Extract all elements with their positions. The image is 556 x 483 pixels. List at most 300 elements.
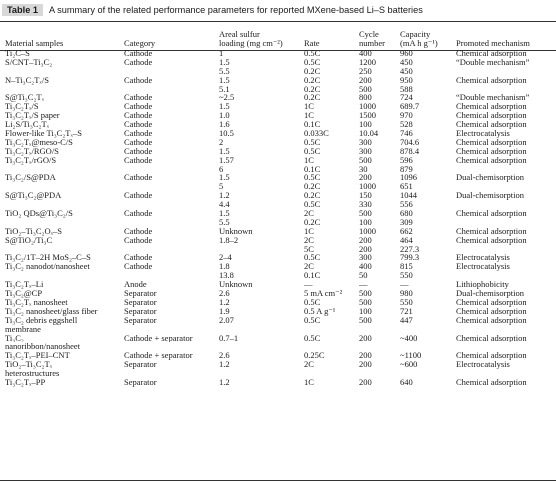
cell-mechanism: Dual-chemisorption [456, 191, 524, 201]
table-row [5, 236, 556, 245]
cell-loading: 10.5 [219, 129, 234, 138]
cell-loading: 1.5 [219, 209, 230, 218]
table-row [5, 209, 556, 218]
cell-cycle: 1500 [359, 111, 376, 121]
cell-rate: 5 mA cm⁻² [304, 289, 343, 298]
cell-capacity: 980 [400, 289, 413, 298]
cell-capacity [400, 369, 456, 378]
cell-material: Ti₃C₂Tₓ/S [5, 102, 39, 112]
table-row [5, 289, 556, 298]
table-row [5, 120, 556, 129]
cell-cycle: 500 [359, 84, 372, 94]
cell-category [124, 200, 219, 209]
cell-category: Separator [124, 289, 157, 298]
cell-loading: 1.5 [219, 102, 230, 112]
cell-loading: 1.6 [219, 120, 230, 130]
cell-cycle: 250 [359, 66, 372, 76]
cell-rate: 1C [304, 111, 314, 121]
cell-mechanism: Chemical adsorption [456, 377, 527, 387]
table-row [5, 200, 556, 209]
cell-mechanism: Chemical adsorption [456, 209, 527, 218]
cell-material: Flower-like Ti₃C₂Tₓ–S [5, 129, 82, 138]
cell-category: Cathode [124, 173, 153, 183]
cell-material: TiO₂–Ti₃C₂Tₓ [5, 360, 53, 370]
table-row [5, 378, 556, 387]
cell-material: Ti₃C₂Tₓ–PP [5, 377, 46, 387]
cell-rate: 1C [304, 102, 314, 112]
cell-category: Cathode [124, 155, 153, 165]
cell-mechanism: Lithiophobicity [456, 280, 509, 290]
cell-rate: 2C [304, 209, 314, 218]
cell-cycle: 200 [359, 377, 372, 387]
cell-cycle: 150 [359, 191, 372, 201]
cell-cycle: 100 [359, 217, 372, 227]
cell-mechanism: Electrocatalysis [456, 360, 510, 370]
cell-loading: 5 [219, 182, 224, 192]
cell-category: Cathode [124, 235, 153, 245]
cell-category: Cathode [124, 209, 153, 218]
cell-material: Li₂S/Ti₃C₂Tₓ [5, 120, 50, 130]
cell-mechanism: Chemical adsorption [456, 146, 527, 156]
table-row [5, 360, 556, 369]
cell-category: Separator [124, 360, 157, 370]
cell-rate: 0.5 A g⁻¹ [304, 306, 336, 316]
cell-capacity: 799.3 [400, 253, 420, 263]
cell-capacity: 528 [400, 120, 413, 130]
cell-material [5, 85, 124, 94]
cell-category [124, 85, 219, 94]
cell-cycle [359, 369, 400, 378]
cell-cycle: 500 [359, 155, 372, 165]
table-row [5, 342, 556, 351]
cell-mechanism [456, 271, 556, 280]
cell-capacity: 450 [400, 57, 413, 67]
cell-capacity: ~1100 [400, 351, 422, 361]
cell-cycle: 50 [359, 271, 368, 281]
cell-loading: Unknown [219, 226, 253, 236]
cell-mechanism: Dual-chemisorption [456, 289, 524, 298]
cell-loading: 1.5 [219, 146, 230, 156]
cell-cycle: 10.04 [359, 129, 379, 138]
table-row [5, 245, 556, 254]
cell-cycle: 500 [359, 315, 372, 325]
cell-category: Separator [124, 315, 157, 325]
cell-category [124, 271, 219, 280]
cell-material: Ti₃C₂Tₓ/RGO/S [5, 146, 59, 156]
cell-rate [304, 342, 359, 351]
cell-loading: Unknown [219, 280, 253, 290]
cell-loading: 1.5 [219, 75, 230, 85]
cell-rate: 0.5C [304, 333, 321, 343]
table-row [5, 227, 556, 236]
cell-rate: 0.5C [304, 173, 321, 183]
cell-mechanism [456, 218, 556, 227]
cell-mechanism: Electrocatalysis [456, 262, 510, 272]
cell-category: Cathode [124, 226, 153, 236]
cell-material [5, 245, 124, 254]
cell-capacity: 596 [400, 155, 413, 165]
cell-loading: 1.8 [219, 262, 230, 272]
cell-mechanism: Chemical adsorption [456, 120, 527, 130]
cell-loading: 2.6 [219, 289, 230, 298]
cell-cycle: 200 [359, 173, 372, 183]
cell-rate: 0.2C [304, 84, 321, 94]
cell-loading: 5.5 [219, 217, 230, 227]
cell-rate [304, 369, 359, 378]
cell-material: Ti₃C₂ debris eggshell [5, 315, 78, 325]
cell-cycle [359, 325, 400, 334]
cell-rate: 0.1C [304, 120, 321, 130]
cell-capacity [400, 342, 456, 351]
table-row [5, 351, 556, 360]
cell-rate: 0.5C [304, 137, 321, 147]
cell-rate: 0.2C [304, 182, 321, 192]
cell-material: Ti₃C₂@CP [5, 289, 43, 298]
cell-loading: 5.5 [219, 66, 230, 76]
cell-material: N–Ti₃C₂Tₓ/S [5, 75, 49, 85]
cell-loading: 2 [219, 137, 224, 147]
cell-cycle: 500 [359, 209, 372, 218]
header-mechanism: Promoted mechanism [456, 37, 530, 48]
cell-loading: 5.1 [219, 84, 230, 94]
cell-capacity: 950 [400, 75, 413, 85]
cell-cycle: 300 [359, 146, 372, 156]
header-row [5, 26, 556, 49]
cell-rate: 0.5C [304, 315, 321, 325]
cell-material: S@TiO₂/Ti₃C [5, 235, 53, 245]
cell-capacity: — [400, 280, 409, 290]
cell-mechanism: Dual-chemisorption [456, 173, 524, 183]
cell-mechanism: Chemical adsorption [456, 137, 527, 147]
cell-capacity: 651 [400, 182, 413, 192]
cell-capacity: 556 [400, 200, 413, 210]
cell-capacity: 227.3 [400, 244, 420, 254]
cell-mechanism: Chemical adsorption [456, 155, 527, 165]
table-row [5, 111, 556, 120]
table-row [5, 218, 556, 227]
cell-rate: 1C [304, 226, 314, 236]
cell-cycle: 1000 [359, 226, 376, 236]
table-row [5, 253, 556, 262]
table-label: Table 1 [2, 4, 43, 16]
header-loading: Areal sulfur loading (mg cm⁻²) [219, 29, 283, 48]
cell-capacity: 721 [400, 306, 413, 316]
cell-category: Cathode + separator [124, 333, 193, 343]
cell-mechanism [456, 325, 556, 334]
header-material: Material samples [5, 37, 64, 48]
cell-category: Cathode [124, 129, 153, 138]
cell-loading [219, 342, 304, 351]
cell-material: S@Ti₃C₂@PDA [5, 191, 62, 201]
cell-cycle: 500 [359, 297, 372, 307]
cell-category [124, 369, 219, 378]
cell-material: heterostructures [5, 369, 60, 378]
cell-rate: 0.5C [304, 200, 321, 210]
cell-cycle [359, 342, 400, 351]
cell-rate: 0.1C [304, 271, 321, 281]
cell-rate: 1C [304, 377, 314, 387]
cell-loading: 1.57 [219, 155, 234, 165]
cell-capacity: 447 [400, 315, 413, 325]
cell-category: Cathode [124, 102, 153, 112]
cell-category: Cathode [124, 93, 153, 103]
cell-rate [304, 325, 359, 334]
header-category: Category [124, 37, 156, 48]
cell-capacity: 1096 [400, 173, 417, 183]
cell-loading: ~2.5 [219, 93, 235, 103]
cell-rate: 0.2C [304, 93, 321, 103]
cell-loading: 1.0 [219, 111, 230, 121]
cell-capacity: 550 [400, 271, 413, 281]
cell-material: Ti₃C₂Tₓ/S paper [5, 111, 60, 121]
cell-material: TiO₂ QDs@Ti₃C₂/S [5, 209, 73, 218]
table-row [5, 49, 556, 58]
cell-loading: 4.4 [219, 200, 230, 210]
cell-cycle: 100 [359, 306, 372, 316]
cell-rate: 0.2C [304, 191, 321, 201]
cell-material: Ti₃C₂/S@PDA [5, 173, 56, 183]
cell-mechanism: Electrocatalysis [456, 253, 510, 263]
cell-capacity: 640 [400, 377, 413, 387]
cell-category [124, 67, 219, 76]
cell-cycle: 200 [359, 75, 372, 85]
cell-material: Ti₃C₂ [5, 333, 24, 343]
cell-mechanism: Chemical adsorption [456, 315, 527, 325]
cell-mechanism: Chemical adsorption [456, 333, 527, 343]
bottom-rule [0, 480, 556, 481]
cell-material [5, 271, 124, 280]
cell-capacity: 970 [400, 111, 413, 121]
cell-capacity: 815 [400, 262, 413, 272]
table-row [5, 58, 556, 67]
cell-rate: 0.033C [304, 129, 329, 138]
cell-category: Separator [124, 297, 157, 307]
cell-loading [219, 245, 304, 254]
cell-mechanism [456, 245, 556, 254]
cell-mechanism: “Double mechanism” [456, 57, 530, 67]
cell-cycle: 1200 [359, 57, 376, 67]
cell-rate: 2C [304, 262, 314, 272]
cell-cycle: — [359, 280, 368, 290]
cell-material: S/CNT–Ti₃C₂ [5, 57, 53, 67]
table-row [5, 271, 556, 280]
cell-category: Cathode [124, 262, 153, 272]
cell-loading: 1.2 [219, 377, 230, 387]
table-row [5, 298, 556, 307]
cell-cycle: 30 [359, 164, 368, 174]
table-caption [0, 2, 556, 18]
table-row [5, 191, 556, 200]
cell-loading: 6 [219, 164, 224, 174]
cell-material: S@Ti₃C₂Tₓ [5, 93, 45, 103]
cell-rate: — [304, 280, 313, 290]
cell-material: Ti₃C₂ nanodot/nanosheet [5, 262, 90, 272]
cell-category: Cathode [124, 146, 153, 156]
cell-mechanism: Chemical adsorption [456, 49, 527, 58]
cell-capacity: 1044 [400, 191, 417, 201]
cell-category: Cathode [124, 253, 153, 263]
cell-material [5, 165, 124, 174]
cell-cycle: 200 [359, 244, 372, 254]
cell-category: Cathode [124, 111, 153, 121]
cell-category: Cathode [124, 49, 153, 58]
table-row [5, 173, 556, 182]
cell-cycle: 330 [359, 200, 372, 210]
cell-loading: 1.9 [219, 306, 230, 316]
cell-mechanism [456, 342, 556, 351]
cell-loading: 1.8–2 [219, 235, 239, 245]
cell-loading: 1.5 [219, 173, 230, 183]
cell-loading [219, 369, 304, 378]
cell-rate: 0.25C [304, 351, 325, 361]
top-rule [0, 21, 556, 22]
cell-rate: 2C [304, 235, 314, 245]
cell-category [124, 342, 219, 351]
cell-cycle: 200 [359, 333, 372, 343]
cell-capacity: 450 [400, 66, 413, 76]
cell-loading: 1.2 [219, 360, 230, 370]
cell-rate: 0.5C [304, 49, 321, 58]
table-row [5, 369, 556, 378]
cell-mechanism: Chemical adsorption [456, 351, 527, 361]
cell-cycle: 800 [359, 93, 372, 103]
cell-rate: 0.5C [304, 57, 321, 67]
cell-capacity: 680 [400, 209, 413, 218]
cell-cycle: 200 [359, 235, 372, 245]
cell-mechanism: Chemical adsorption [456, 297, 527, 307]
cell-capacity: 550 [400, 297, 413, 307]
table-row [5, 156, 556, 165]
cell-capacity: 309 [400, 217, 413, 227]
cell-category [124, 325, 219, 334]
cell-capacity: 464 [400, 235, 413, 245]
table-row [5, 307, 556, 316]
cell-material: membrane [5, 324, 41, 334]
table-row [5, 325, 556, 334]
cell-material [5, 67, 124, 76]
cell-loading: 1.2 [219, 191, 230, 201]
cell-cycle: 500 [359, 289, 372, 298]
cell-material: Ti₃C₂Tₓ–PEI–CNT [5, 351, 70, 361]
table-row [5, 280, 556, 289]
cell-loading: 13.8 [219, 271, 234, 281]
table-row [5, 147, 556, 156]
table-row [5, 76, 556, 85]
table-row [5, 102, 556, 111]
cell-category: Cathode [124, 120, 153, 130]
cell-mechanism: Chemical adsorption [456, 235, 527, 245]
table-row [5, 93, 556, 102]
cell-mechanism: Chemical adsorption [456, 102, 527, 112]
cell-rate: 5C [304, 244, 314, 254]
cell-cycle: 100 [359, 120, 372, 130]
cell-material: nanoribbon/nanosheet [5, 342, 81, 352]
cell-loading: 1.2 [219, 297, 230, 307]
cell-capacity: 879 [400, 164, 413, 174]
cell-cycle: 400 [359, 49, 372, 58]
cell-capacity: 689.7 [400, 102, 420, 112]
table-row [5, 334, 556, 343]
cell-material: Ti₃C₂Tₓ/rGO/S [5, 155, 57, 165]
table-row [5, 67, 556, 76]
cell-cycle: 300 [359, 137, 372, 147]
table-row [5, 129, 556, 138]
cell-cycle: 200 [359, 360, 372, 370]
cell-rate: 0.1C [304, 164, 321, 174]
cell-category [124, 182, 219, 191]
cell-category: Anode [124, 280, 147, 290]
cell-capacity: 662 [400, 226, 413, 236]
cell-cycle: 1000 [359, 102, 376, 112]
cell-category: Cathode + separator [124, 351, 193, 361]
cell-material [5, 218, 124, 227]
cell-capacity: 704.6 [400, 137, 420, 147]
cell-capacity: 960 [400, 49, 413, 58]
cell-category: Cathode [124, 57, 153, 67]
cell-mechanism: Chemical adsorption [456, 306, 527, 316]
cell-cycle: 200 [359, 351, 372, 361]
cell-category: Cathode [124, 75, 153, 85]
cell-loading: 1.5 [219, 57, 230, 67]
table-row [5, 316, 556, 325]
cell-capacity: 724 [400, 93, 413, 103]
cell-rate: 0.5C [304, 146, 321, 156]
table-row [5, 182, 556, 191]
cell-rate: 0.2C [304, 217, 321, 227]
cell-loading: 2–4 [219, 253, 232, 263]
cell-material: Ti₃C₂Tₓ nanosheet [5, 297, 68, 307]
cell-rate: 0.5C [304, 297, 321, 307]
cell-category: Separator [124, 377, 157, 387]
cell-capacity: 746 [400, 129, 413, 138]
cell-category [124, 245, 219, 254]
cell-rate: 0.2C [304, 66, 321, 76]
cell-material: Ti₃C₂Tₓ@meso-C/S [5, 137, 73, 147]
cell-capacity [400, 325, 456, 334]
cell-rate: 1C [304, 155, 314, 165]
cell-mechanism [456, 67, 556, 76]
performance-table [5, 26, 556, 387]
cell-material: Ti₃C₂ nanosheet/glass fiber [5, 306, 98, 316]
table-row [5, 85, 556, 94]
cell-loading: 1 [219, 49, 224, 58]
cell-mechanism: Chemical adsorption [456, 75, 527, 85]
header-cycle: Cycle number [359, 29, 385, 48]
cell-cycle: 400 [359, 262, 372, 272]
cell-mechanism [456, 85, 556, 94]
cell-material [5, 200, 124, 209]
cell-mechanism [456, 165, 556, 174]
cell-mechanism: Chemical adsorption [456, 111, 527, 121]
cell-cycle: 1000 [359, 182, 376, 192]
cell-capacity: 878.4 [400, 146, 420, 156]
header-capacity: Capacity (mA h g⁻¹) [400, 29, 438, 48]
cell-material: Ti₂C–S [5, 49, 30, 58]
table-title: A summary of the related performance parameters for reported MXene-based Li–S batteries [48, 5, 423, 15]
cell-loading: 2.07 [219, 315, 234, 325]
cell-capacity: 588 [400, 84, 413, 94]
cell-material [5, 182, 124, 191]
cell-mechanism: Chemical adsorption [456, 226, 527, 236]
cell-material: Ti₃C₂Tₓ–Li [5, 280, 44, 290]
table-body [5, 49, 556, 387]
cell-category: Separator [124, 306, 157, 316]
cell-loading: 2.6 [219, 351, 230, 361]
cell-mechanism [456, 182, 556, 191]
cell-capacity: ~400 [400, 333, 418, 343]
cell-material: TiO₂–Ti₃C₂Oₓ–S [5, 226, 63, 236]
table-row [5, 165, 556, 174]
